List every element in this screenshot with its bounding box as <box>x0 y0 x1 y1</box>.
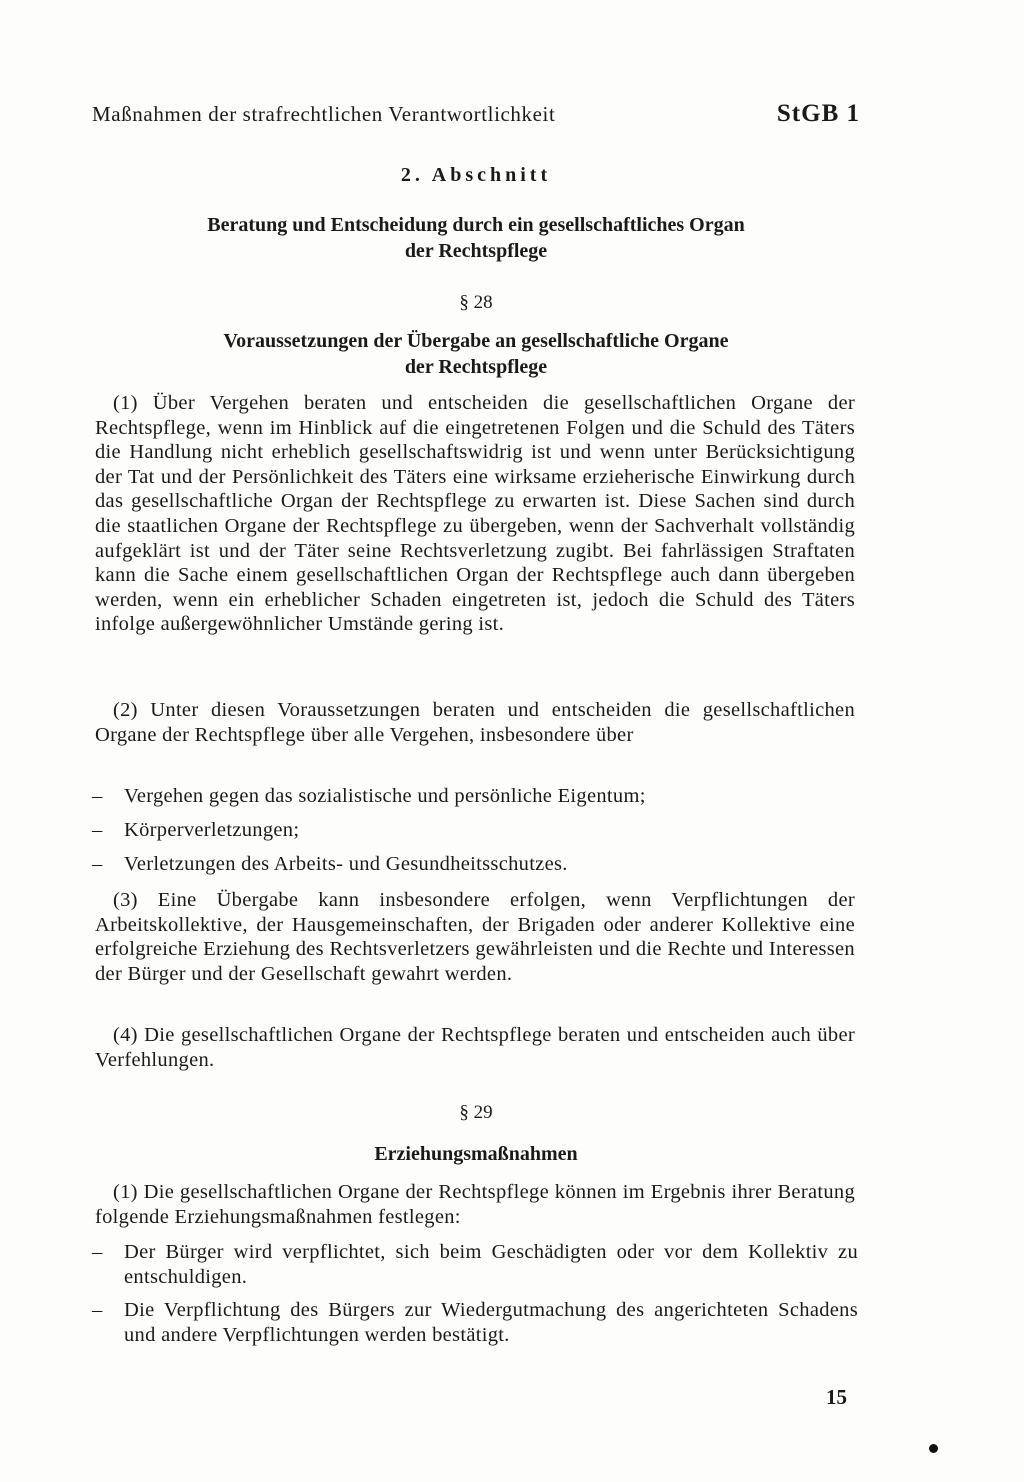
running-header-title: Maßnahmen der strafrechtlichen Verantwortlichkeit <box>92 102 556 126</box>
dash-marker: – <box>92 853 103 875</box>
running-header <box>92 102 860 132</box>
page-number: 15 <box>826 1385 847 1409</box>
list-item-text: Die Verpflichtung des Bürgers zur Wiedergutmachung des angerichteten Schadens und andere Verpflichtungen werden bestätigt. <box>124 1299 858 1346</box>
paragraph-28-heading-line-2: der Rechtspflege <box>404 356 548 378</box>
list-item-text: Körperverletzungen; <box>124 819 300 841</box>
paragraph-29-subsection-1: (1) Die gesellschaftlichen Organe der Rechtspflege können im Ergebnis ihrer Beratung folgende Erziehungsmaßnahmen festlegen: <box>95 1181 855 1228</box>
section-title <box>92 212 860 264</box>
dash-marker: – <box>92 785 103 807</box>
list-item <box>92 1240 858 1289</box>
list-item-text: Der Bürger wird verpflichtet, sich beim Geschädigten oder vor dem Kollektiv zu entschuldigen. <box>124 1241 858 1288</box>
paragraph-28-subsection-4: (4) Die gesellschaftlichen Organe der Rechtspflege beraten und entscheiden auch über Verfehlungen. <box>95 1024 855 1071</box>
margin-dot <box>929 1444 938 1453</box>
paragraph-28-subsection-2: (2) Unter diesen Voraussetzungen beraten und entscheiden die gesellschaftlichen Organe der Rechtspflege über alle Vergehen, insbesondere über <box>95 699 855 746</box>
list-item <box>92 1298 858 1347</box>
dash-marker: – <box>92 1299 103 1321</box>
paragraph-28-heading-line-1: Voraussetzungen der Übergabe an gesellschaftliche Organe <box>223 330 729 352</box>
paragraph-28-sign: § 28 <box>459 292 493 313</box>
paragraph-28-heading <box>92 328 860 380</box>
paragraph-29-sign: § 29 <box>459 1102 493 1123</box>
section-title-line-2: der Rechtspflege <box>404 240 548 262</box>
section-title-line-1: Beratung und Entscheidung durch ein gesellschaftliches Organ <box>207 214 745 236</box>
list-item-text: Vergehen gegen das sozialistische und persönliche Eigentum; <box>124 785 646 807</box>
list-item <box>92 852 858 877</box>
paragraph-29-heading: Erziehungsmaßnahmen <box>374 1143 578 1165</box>
paragraph-28-subsection-3: (3) Eine Übergabe kann insbesondere erfolgen, wenn Verpflichtungen der Arbeitskollektive, der Hausgemeinschaften, der Brigaden oder anderer Kollektive eine erfolgreiche Erziehung des Rechtsverletzers gewährleisten und die Rechte und Interessen der Bürger und der Gesellschaft gewahrt werden. <box>95 889 855 985</box>
list-item <box>92 818 858 843</box>
dash-marker: – <box>92 1241 103 1263</box>
list-item <box>92 784 858 809</box>
section-label: 2. Abschnitt <box>400 164 552 186</box>
paragraph-28-subsection-1: (1) Über Vergehen beraten und entscheiden die gesellschaftlichen Organe der Rechtspflege, wenn im Hinblick auf die eingetretenen Folgen und die Schuld des Täters die Handlung nicht erheblich gesellschaftswidrig ist und wenn unter Berücksichtigung der Tat und der Persönlichkeit des Täters eine wirksame erzieherische Einwirkung durch das gesellschaftliche Organ der Rechtspflege zu erwarten ist. Diese Sachen sind durch die staatlichen Organe der Rechtspflege zu übergeben, wenn der Sachverhalt vollständig aufgeklärt ist und der Täter seine Rechtsverletzung zugibt. Bei fahrlässigen Straftaten kann die Sache einem gesellschaftlichen Organ der Rechtspflege auch dann übergeben werden, wenn ein erheblicher Schaden eingetreten ist, jedoch die Schuld des Täters infolge außergewöhnlicher Umstände gering ist. <box>95 392 855 636</box>
dash-marker: – <box>92 819 103 841</box>
running-header-code: StGB 1 <box>776 100 860 127</box>
list-item-text: Verletzungen des Arbeits- und Gesundheitsschutzes. <box>124 853 568 875</box>
